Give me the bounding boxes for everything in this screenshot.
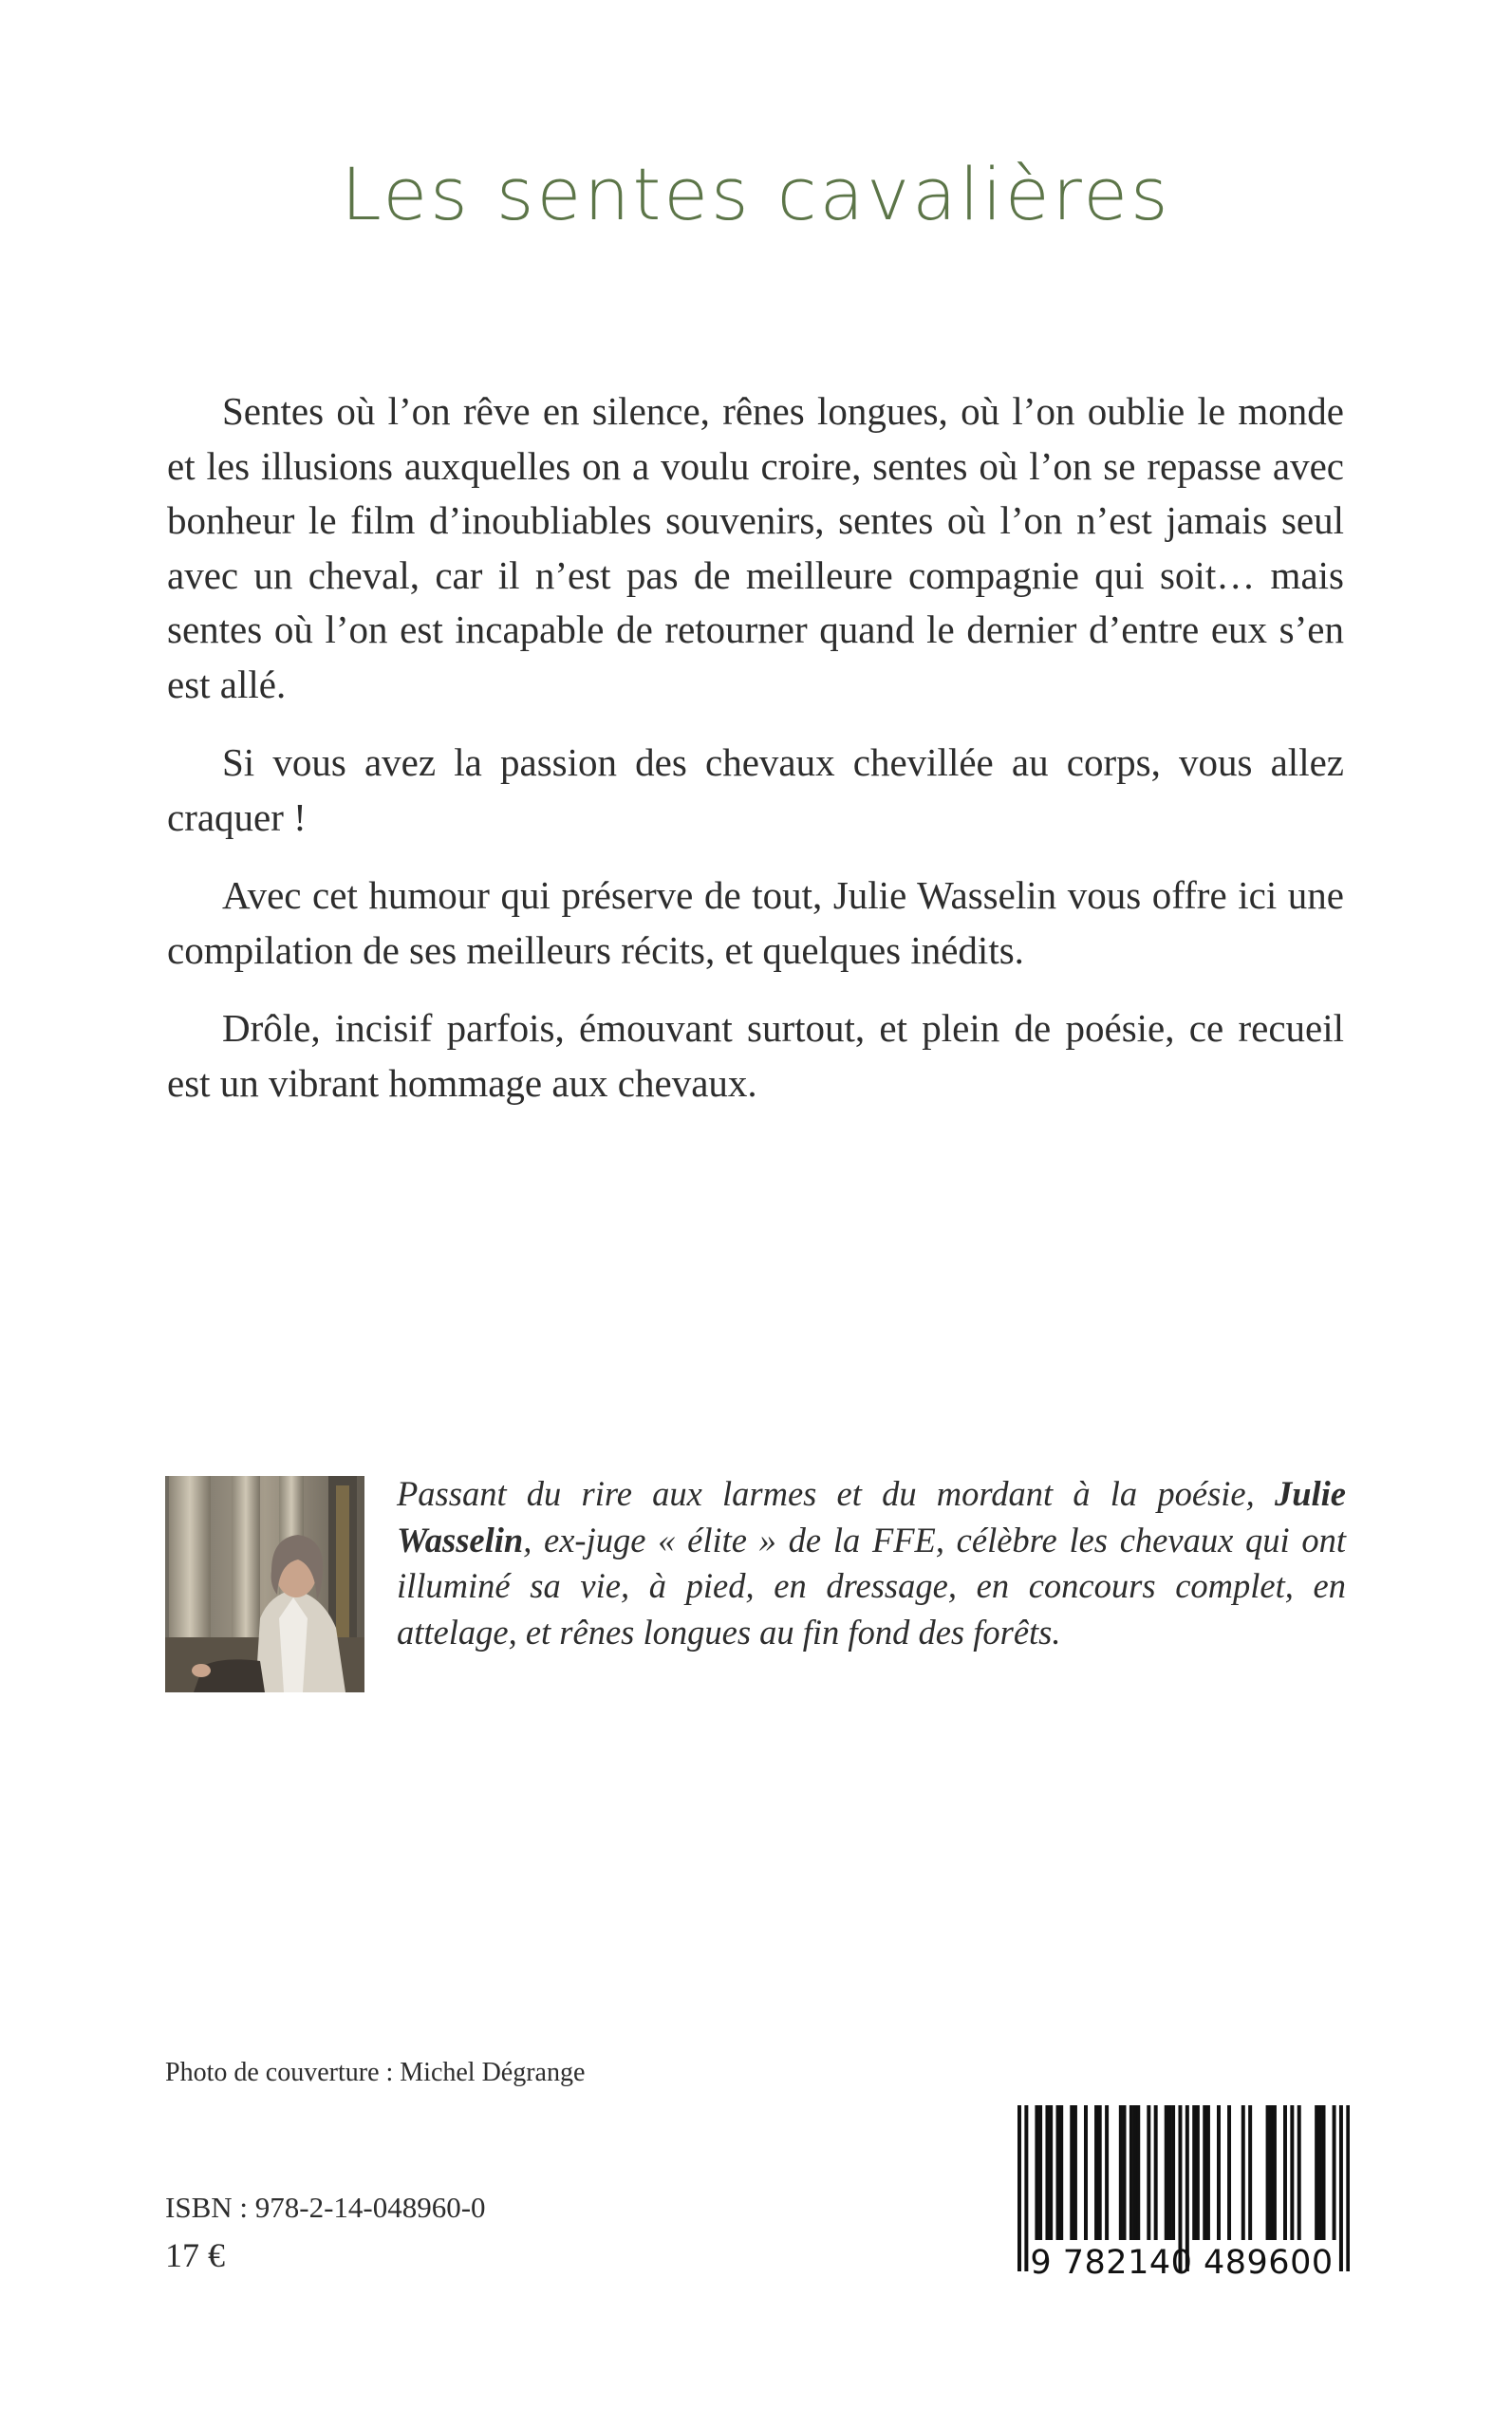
barcode-bar xyxy=(1049,2105,1053,2240)
barcode-bar xyxy=(1196,2105,1200,2240)
back-cover-blurb xyxy=(167,384,1344,1134)
barcode-bar xyxy=(1217,2105,1221,2240)
barcode-bar xyxy=(1119,2105,1123,2240)
author-bio xyxy=(397,1471,1346,1655)
barcode-bar xyxy=(1266,2105,1270,2240)
barcode-bar xyxy=(1070,2105,1073,2240)
barcode-bar xyxy=(1165,2105,1168,2240)
author-name: Julie Wasselin xyxy=(397,1474,1346,1559)
photo-credit: Photo de couverture : Michel Dégrange xyxy=(165,2058,586,2087)
barcode-bar xyxy=(1192,2105,1196,2240)
barcode-bar xyxy=(1290,2105,1294,2240)
barcode-digits: 9 782140 489600 xyxy=(1030,2244,1334,2282)
barcode-bar xyxy=(1129,2105,1133,2240)
barcode-bar xyxy=(1147,2105,1150,2240)
barcode-bar xyxy=(1297,2105,1301,2240)
barcode-bar xyxy=(1038,2105,1042,2240)
barcode-bar xyxy=(1098,2105,1102,2240)
barcode-bar xyxy=(1154,2105,1158,2240)
author-photo xyxy=(165,1476,364,1692)
barcode-bar xyxy=(1056,2105,1060,2240)
barcode-bar xyxy=(1283,2105,1287,2240)
author-bio-intro: Passant du rire aux larmes et du mordant à la poésie, xyxy=(397,1474,1275,1513)
barcode-bar xyxy=(1203,2105,1206,2240)
barcode-bar xyxy=(1206,2105,1210,2240)
barcode-bar xyxy=(1045,2105,1049,2240)
blurb-paragraph: Sentes où l’on rêve en silence, rênes longues, où l’on oublie le monde et les illusions auxquelles on a voulu croire, sentes où l’on se repasse avec bonheur le film d’inoubliables souvenirs, sentes où l’on n’est jamais seul avec un cheval, car il n’est pas de meilleure compagnie qui soit… mais sentes où l’on est incapable de retourner quand le dernier d’entre eux s’en est allé. xyxy=(167,389,1344,706)
barcode-bar xyxy=(1123,2105,1127,2240)
barcode-bar xyxy=(1269,2105,1273,2240)
barcode-bar xyxy=(1322,2105,1326,2240)
isbn: ISBN : 978-2-14-048960-0 xyxy=(165,2191,486,2224)
barcode-bar xyxy=(1315,2105,1318,2240)
barcode-bar xyxy=(1133,2105,1137,2240)
barcode-bar xyxy=(1241,2105,1245,2240)
barcode-bar xyxy=(1094,2105,1098,2240)
blurb-paragraph: Avec cet humour qui préserve de tout, Julie Wasselin vous offre ici une compilation de ses meilleurs récits, et quelques inédits. xyxy=(167,873,1344,972)
barcode-bar xyxy=(1248,2105,1252,2240)
barcode-bar xyxy=(1035,2105,1038,2240)
price: 17 € xyxy=(165,2236,225,2274)
author-bio-rest: , ex-juge « élite » de la FFE, célèbre les chevaux qui ont illuminé sa vie, à pied, en dressage, en concours complet, en attelage, et rênes longues au fin fond des forêts. xyxy=(397,1520,1346,1652)
book-title: Les sentes cavalières xyxy=(341,152,1171,236)
barcode-bar xyxy=(1136,2105,1140,2240)
barcode-bar xyxy=(1059,2105,1063,2240)
barcode-bar xyxy=(1171,2105,1175,2240)
barcode-bar xyxy=(1073,2105,1077,2240)
barcode-bar xyxy=(1333,2105,1336,2240)
barcode-bar xyxy=(1318,2105,1322,2240)
barcode-bar xyxy=(1167,2105,1171,2240)
blurb-paragraph: Drôle, incisif parfois, émouvant surtout, et plein de poésie, ce recueil est un vibrant hommage aux chevaux. xyxy=(167,1006,1344,1105)
blurb-paragraph: Si vous avez la passion des chevaux chevillée au corps, vous allez craquer ! xyxy=(167,740,1344,839)
barcode-bar xyxy=(1105,2105,1109,2240)
barcode-bar xyxy=(1227,2105,1231,2240)
barcode-bar xyxy=(1084,2105,1088,2240)
barcode-bar xyxy=(1273,2105,1277,2240)
